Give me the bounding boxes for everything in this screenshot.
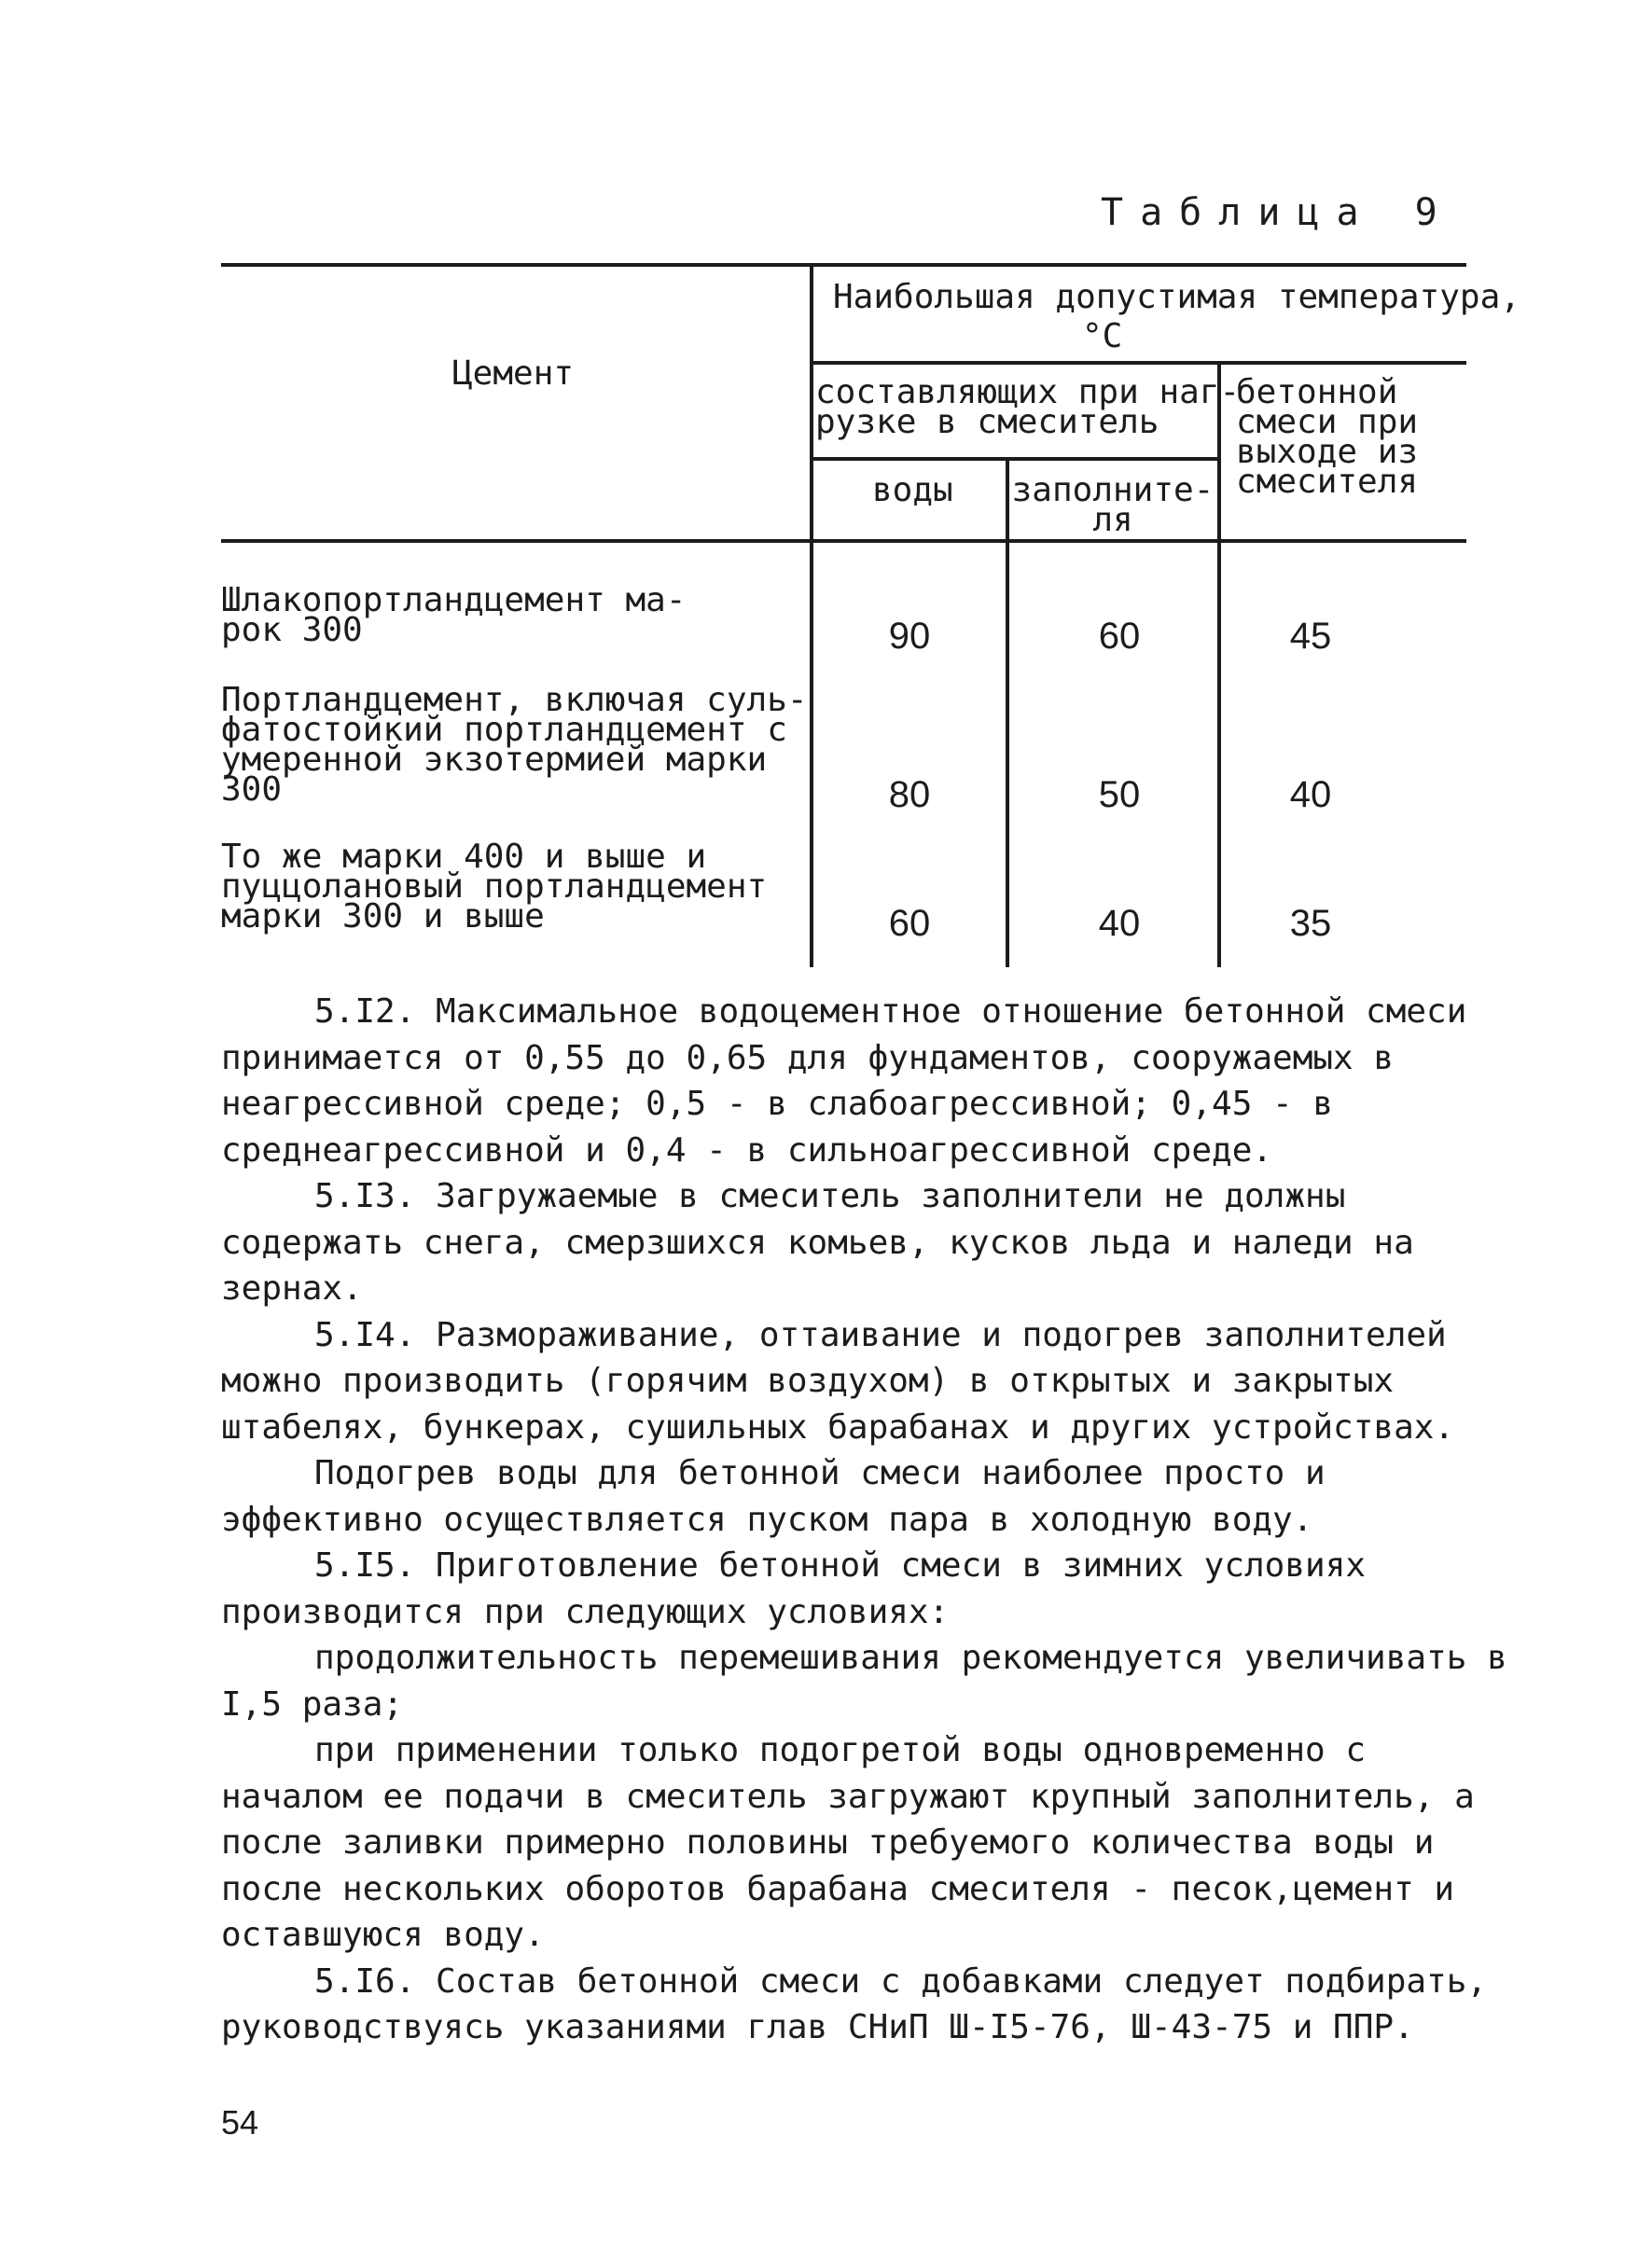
header-cement: Цемент: [452, 354, 575, 393]
header-aggregate: заполните- ля: [1011, 471, 1215, 539]
paragraph-heated-water: при применении только подогретой воды одновременно с началом ее подачи в смеситель загружают крупный заполнитель, а после заливки примерно половины требуемого количества воды и после нескольких оборотов барабана смесителя - песок,цемент и оставшуюся воду.: [221, 1731, 1475, 1954]
row-1-mix: 45: [1289, 616, 1332, 657]
row-2-mix: 40: [1289, 774, 1332, 815]
header-water: воды: [872, 471, 953, 509]
row-3-water: 60: [888, 903, 931, 944]
row-1-water: 90: [888, 616, 931, 657]
header-max-temp: Наибольшая допустимая температура,: [833, 278, 1520, 316]
paragraph-5-12: 5.I2. Максимальное водоцементное отношение бетонной смеси принимается от 0,55 до 0,65 для фундаментов, сооружаемых в неагрессивной среде; 0,5 - в слабоагрессивной; 0,45 - в среднеагрессивной и 0,4 - в сильноагрессивной среде.: [221, 992, 1467, 1170]
paragraph-5-15: 5.I5. Приготовление бетонной смеси в зимних условиях производится при следующих условиях:: [221, 1546, 1367, 1631]
row-2-cement: Портландцемент, включая суль- фатостойкий портландцемент с умеренной экзотермией марки 300: [221, 681, 808, 809]
header-unit: °C: [1082, 317, 1123, 355]
header-rule-2: [813, 457, 1219, 461]
row-2-water: 80: [888, 774, 931, 815]
paragraph-water-heating: Подогрев воды для бетонной смеси наиболее просто и эффективно осуществляется пуском пара в холодную воду.: [221, 1454, 1326, 1539]
col-divider-1: [810, 263, 813, 967]
paragraph-mixing-duration: продолжительность перемешивания рекомендуется увеличивать в I,5 раза;: [221, 1639, 1507, 1724]
paragraph-5-13: 5.I3. Загружаемые в смеситель заполнители не должны содержать снега, смерзшихся комьев, кусков льда и наледи на зернах.: [221, 1177, 1414, 1308]
header-components: составляющих при наг- рузке в смеситель: [815, 373, 1241, 441]
row-3-mix: 35: [1289, 903, 1332, 944]
header-rule-1: [813, 361, 1466, 365]
row-2-aggregate: 50: [1098, 774, 1141, 815]
body-text: [221, 989, 1527, 2051]
col-divider-3: [1217, 361, 1221, 967]
paragraph-5-16: 5.I6. Состав бетонной смеси с добавками следует подбирать, руководствуясь указаниями глав СНиП Ш-I5-76, Ш-43-75 и ППР.: [221, 1961, 1488, 2046]
table-top-rule: [221, 263, 1466, 267]
paragraph-5-14: 5.I4. Размораживание, оттаивание и подогрев заполнителей можно производить (горячим воздухом) в открытых и закрытых штабелях, бункерах, сушильных барабанах и других устройствах.: [221, 1315, 1455, 1447]
table-caption: Таблица 9: [1101, 191, 1454, 234]
temperature-table: [0, 0, 1652, 979]
header-bottom-rule: [221, 539, 1466, 543]
row-1-aggregate: 60: [1098, 616, 1141, 657]
header-concrete-mix: бетонной смеси при выходе из смесителя: [1236, 373, 1419, 501]
page-number: 54: [221, 2103, 259, 2141]
row-1-cement: Шлакопортландцемент ма- рок 300: [221, 581, 687, 649]
row-3-cement: То же марки 400 и выше и пуццолановый портландцемент марки 300 и выше: [221, 838, 768, 935]
row-3-aggregate: 40: [1098, 903, 1141, 944]
